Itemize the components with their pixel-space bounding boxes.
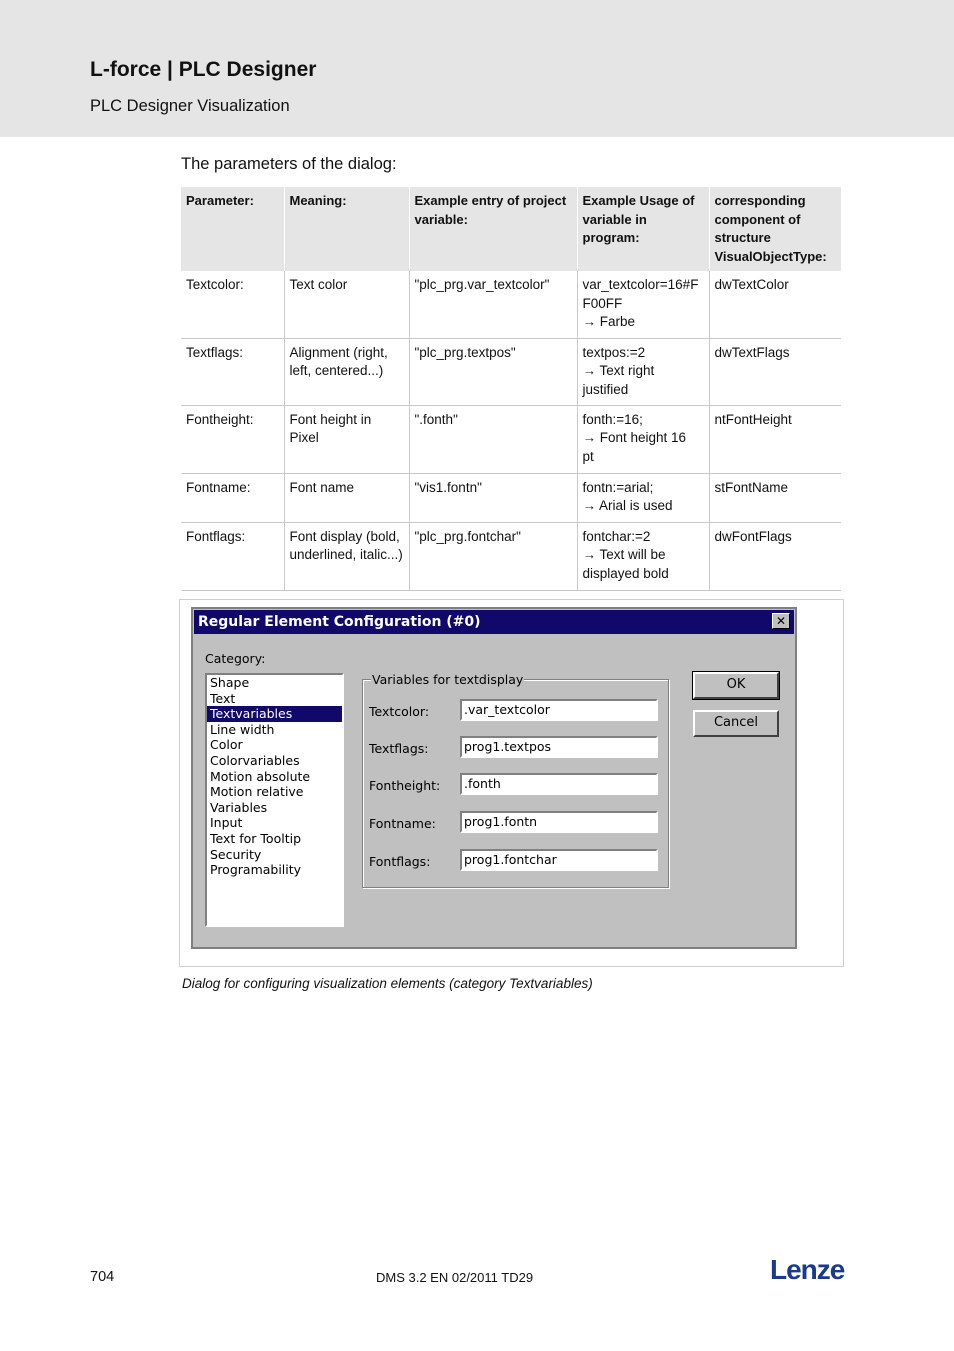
category-item-security[interactable]: Security [210, 846, 262, 862]
category-item-color[interactable]: Color [210, 737, 243, 753]
page-title: L-force | PLC Designer [90, 58, 317, 81]
table-row [181, 473, 841, 522]
table-row [181, 338, 841, 405]
ok-button[interactable]: OK [693, 672, 779, 699]
category-item-colorvariables[interactable]: Colorvariables [210, 752, 300, 768]
usage-line: → Text will be [582, 547, 666, 562]
usage-line: → Font height 16 [582, 430, 687, 445]
fontflags-label: Fontflags: [369, 854, 431, 869]
cell-parameter: Textflags: [181, 338, 284, 405]
header-example-entry: Example entry of project variable: [409, 187, 577, 271]
cell-parameter: Fontheight: [181, 405, 284, 473]
usage-line: fonth:=16; [582, 411, 643, 427]
category-item-motion-relative[interactable]: Motion relative [210, 784, 304, 800]
fontname-input[interactable]: prog1.fontn [460, 811, 658, 833]
usage-line: F00FF [582, 295, 623, 311]
cell-meaning: Font name [284, 473, 409, 522]
textflags-label: Textflags: [369, 741, 429, 756]
page-number: 704 [90, 1269, 115, 1285]
fontheight-input[interactable]: .fonth [460, 773, 658, 795]
cell-example-usage [577, 271, 709, 338]
cell-parameter: Textcolor: [181, 271, 284, 338]
cell-example-usage [577, 473, 709, 522]
category-item-line-width[interactable]: Line width [210, 721, 275, 737]
groupbox-label: Variables for textdisplay [372, 672, 524, 687]
cancel-button[interactable]: Cancel [693, 710, 779, 737]
cell-example-usage [577, 522, 709, 590]
category-item-shape[interactable]: Shape [210, 675, 250, 690]
cell-example-entry: "plc_prg.textpos" [409, 338, 577, 405]
textcolor-row [369, 699, 669, 723]
page-subtitle: PLC Designer Visualization [90, 97, 290, 115]
cell-meaning: Font display (bold, underlined, italic...) [284, 522, 409, 590]
table-row [181, 271, 841, 338]
usage-line: → Arial is used [582, 498, 673, 513]
textcolor-label: Textcolor: [369, 704, 430, 719]
category-listbox[interactable] [205, 673, 344, 927]
header-example-usage: Example Usage of variable in program: [577, 187, 709, 271]
cell-parameter: Fontflags: [181, 522, 284, 590]
usage-line: pt [582, 448, 594, 464]
category-item-textvariables[interactable]: Textvariables [207, 706, 342, 722]
close-button[interactable] [772, 613, 790, 629]
figure-caption: Dialog for configuring visualization elements (category Textvariables) [182, 976, 593, 991]
cell-example-entry: ".fonth" [409, 405, 577, 473]
cell-component: ntFontHeight [709, 405, 841, 473]
usage-line: var_textcolor=16#F [582, 277, 699, 292]
cell-component: dwFontFlags [709, 522, 841, 590]
page-header [0, 0, 954, 137]
cell-meaning: Text color [284, 271, 409, 338]
category-item-input[interactable]: Input [210, 815, 243, 831]
cell-example-entry: "plc_prg.var_textcolor" [409, 271, 577, 338]
table-row [181, 522, 841, 590]
category-item-text-for-tooltip[interactable]: Text for Tooltip [210, 830, 302, 846]
table-header-row [181, 187, 841, 271]
usage-line: justified [582, 381, 629, 397]
lenze-logo: Lenze [770, 1254, 845, 1285]
usage-line: displayed bold [582, 565, 669, 581]
textcolor-input[interactable]: .var_textcolor [460, 699, 658, 721]
fontheight-row [369, 773, 669, 797]
fontheight-label: Fontheight: [369, 778, 441, 793]
category-item-text[interactable]: Text [210, 690, 236, 706]
intro-text: The parameters of the dialog: [181, 155, 397, 173]
usage-line: fontchar:=2 [582, 528, 651, 544]
category-item-programability[interactable]: Programability [210, 862, 302, 878]
fontflags-row [369, 849, 669, 873]
cell-example-entry: "plc_prg.fontchar" [409, 522, 577, 590]
dialog-titlebar [194, 610, 794, 634]
cell-example-usage [577, 405, 709, 473]
cell-component: dwTextColor [709, 271, 841, 338]
dialog-title: Regular Element Configuration (#0) [198, 614, 481, 630]
cell-example-entry: "vis1.fontn" [409, 473, 577, 522]
element-configuration-dialog [191, 607, 797, 949]
cell-component: dwTextFlags [709, 338, 841, 405]
header-meaning: Meaning: [284, 187, 409, 271]
fontname-label: Fontname: [369, 816, 436, 831]
close-icon: ✕ [775, 614, 787, 628]
header-component: corresponding component of structure VisualObjectType: [709, 187, 841, 271]
fontname-row [369, 811, 669, 835]
usage-line: textpos:=2 [582, 344, 646, 360]
category-label: Category: [205, 651, 266, 666]
category-item-motion-absolute[interactable]: Motion absolute [210, 768, 311, 784]
usage-line: fontn:=arial; [582, 479, 654, 495]
header-parameter: Parameter: [181, 187, 284, 271]
document-id: DMS 3.2 EN 02/2011 TD29 [376, 1270, 534, 1285]
usage-line: → Text right [582, 363, 655, 378]
cell-meaning: Font height in Pixel [284, 405, 409, 473]
textflags-input[interactable]: prog1.textpos [460, 736, 658, 758]
cell-parameter: Fontname: [181, 473, 284, 522]
textflags-row [369, 736, 669, 760]
category-item-variables[interactable]: Variables [210, 799, 268, 815]
cell-example-usage [577, 338, 709, 405]
usage-line: → Farbe [582, 314, 636, 329]
fontflags-input[interactable]: prog1.fontchar [460, 849, 658, 871]
cell-meaning: Alignment (right, left, centered...) [284, 338, 409, 405]
table-row [181, 405, 841, 473]
cell-component: stFontName [709, 473, 841, 522]
parameters-table [181, 187, 841, 591]
